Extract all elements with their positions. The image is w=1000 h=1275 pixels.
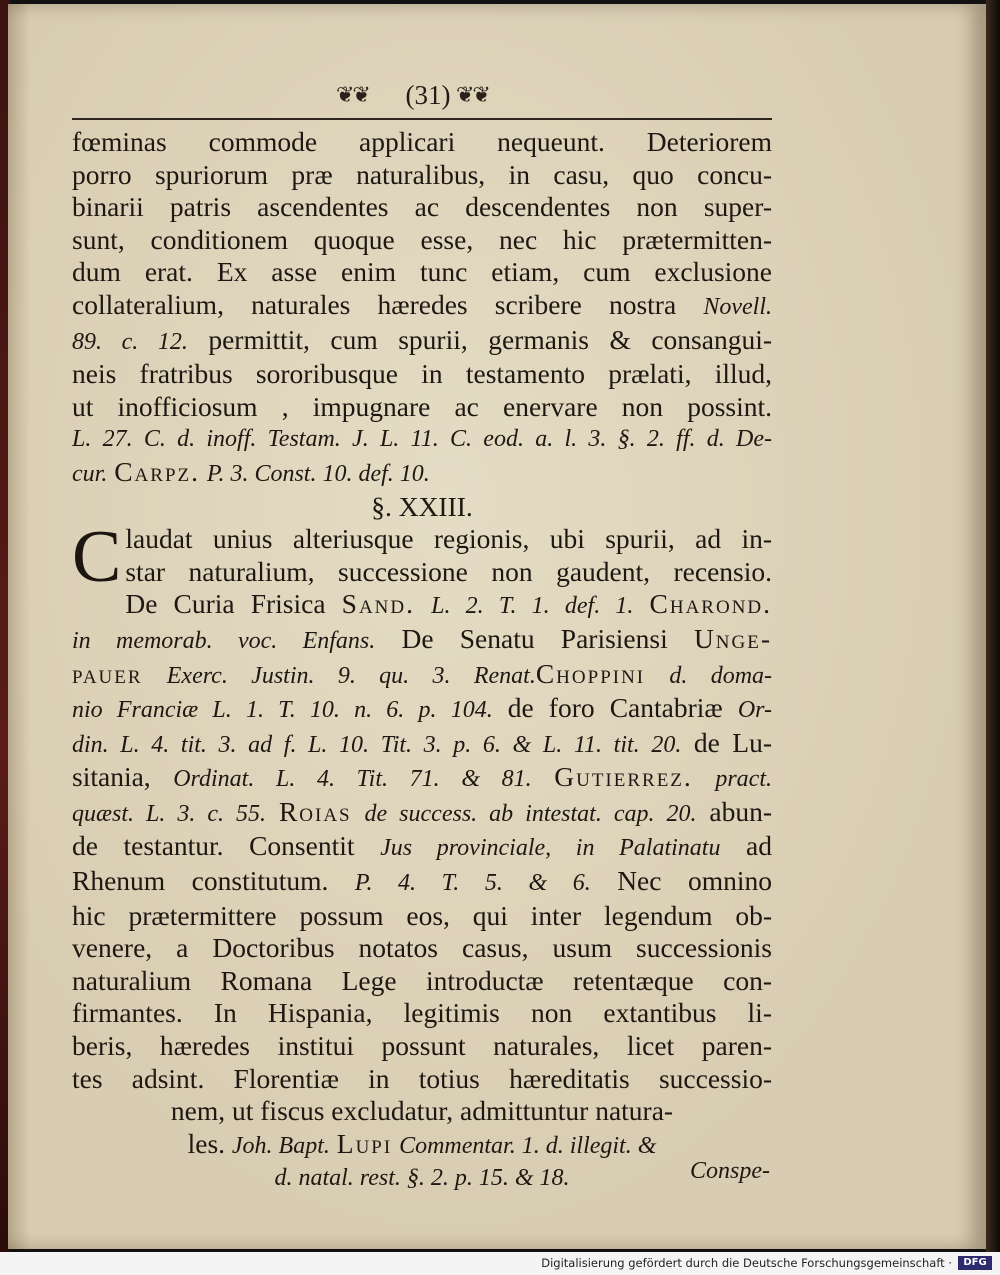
text-line: dum erat. Ex asse enim tunc etiam, cum exclusione [72,256,772,288]
author-name: Carpz. [114,455,201,487]
text-line: nem, ut fiscus excludatur, admittuntur natura- [170,1095,674,1127]
citation: Ordinat. L. 4. Tit. 71. & 81. [173,766,532,793]
text-line [72,456,772,491]
author-name: Lupi [336,1127,393,1159]
text-line: binarii patris ascendentes ac descendentes non super- [72,191,772,223]
header-ornament-left: ❦❦ [336,82,369,107]
text-run: Rhenum constitutum. [72,865,355,897]
text-line: sunt, conditionem quoque esse, nec hic prætermitten- [72,223,772,255]
citation: Jus provinciale, in Palatinatu [380,835,721,862]
text-line [72,865,772,900]
citation: Exerc. Justin. 9. qu. 3. Renat. [166,662,536,689]
text-line [72,658,772,693]
text-line: laudat unius alteriusque regionis, ubi spurii, ad in- [125,523,772,555]
text-line: hic prætermittere possum eos, qui inter legendum ob- [72,899,772,931]
main-text [72,126,772,1195]
citation: in memorab. voc. Enfans. [72,627,376,654]
citation-line: L. 27. C. d. inoff. Testam. J. L. 11. C. eod. a. l. 3. §. 2. ff. d. De- [72,426,772,453]
text-line: beris, hæredes institui possunt naturales, licet paren- [72,1030,772,1062]
text-run: collateralium, naturales hæredes scribere nostra [72,288,677,320]
author-name: pauer [72,657,143,689]
text-run: de testantur. Consentit [72,830,381,862]
text-line [72,692,772,727]
page-header [280,76,780,116]
text-run: permittit, cum spurii, germanis & consangui- [187,323,773,355]
citation: Or- [737,697,772,724]
author-name: Roias [278,795,352,827]
text-run: abun- [696,795,772,827]
text-line [72,830,772,865]
citation: Novell. [703,293,772,320]
citation: P. 4. T. 5. & 6. [354,870,591,897]
drop-cap: C [72,516,122,599]
text-line [72,324,772,359]
text-line: naturalium Romana Lege introductæ retentæque con- [72,964,772,996]
author-name: Unge- [693,622,773,654]
text-run: ad [720,830,772,862]
text-line: ut inofficiosum , impugnare ac enervare non possint. [72,390,772,422]
dfg-logo: DFG [958,1256,992,1270]
text-run: de foro Cantabriæ [492,692,738,724]
citation: quæst. L. 3. c. 55. [72,800,267,827]
header-ornament-right: ❦❦ [456,82,489,107]
text-line [72,727,772,762]
author-name: Choppini [535,657,646,689]
text-run: de Lu- [681,726,772,758]
text-run: Nec omnino [590,865,772,897]
author-name: Sand. [341,588,415,620]
page-number: (31) [405,80,451,110]
citation: cur. [72,460,108,487]
text-line [72,588,772,623]
text-line: firmantes. In Hispania, legitimis non extantibus li- [72,997,772,1029]
citation: pract. [715,766,773,793]
header-rule [72,118,772,120]
text-line: tes adsint. Florentiæ in totius hæreditatis successio- [72,1062,772,1094]
author-name: Gutierrez. [554,761,693,793]
text-run: sitania, [72,761,174,793]
text-line: venere, a Doctoribus notatos casus, usum successionis [72,932,772,964]
citation: 89. c. 12. [72,328,188,355]
footer-bar [0,1252,1000,1275]
text-run: les. [187,1127,232,1159]
text-line [72,1128,772,1163]
book-right-edge [986,0,1000,1252]
text-line: star naturalium, successione non gaudent, recensio. [125,555,772,587]
text-line: porro spuriorum præ naturalibus, in casu, quo concu- [72,158,772,190]
text-line: fœminas commode applicari nequeunt. Deteriorem [72,126,772,157]
text-line: neis fratribus sororibusque in testamento prælati, illud, [72,358,772,390]
citation: P. 3. Const. 10. def. 10. [206,460,430,487]
author-name: Charond. [649,588,773,620]
section-heading: §. XXIII. [371,490,473,522]
text-run: De Curia Frisica [125,588,326,620]
citation: nio Franciæ L. 1. T. 10. n. 6. p. 104. [72,697,493,724]
text-line [72,623,772,658]
text-line [72,761,772,796]
citation: din. L. 4. tit. 3. ad f. L. 10. Tit. 3. p. 6. & L. 11. tit. 20. [72,731,682,758]
funding-notice: Digitalisierung gefördert durch die Deutsche Forschungsgemeinschaft · [541,1256,952,1270]
citation: Joh. Bapt. [231,1132,330,1159]
catchword: Conspe- [690,1158,770,1184]
text-run: De Senatu Parisiensi [375,622,694,654]
citation: Commentar. 1. d. illegit. & [399,1132,657,1159]
citation: d. doma- [669,662,773,689]
citation: L. 2. T. 1. def. 1. [431,593,634,620]
citation-line: d. natal. rest. §. 2. p. 15. & 18. [274,1165,570,1192]
citation: de success. ab intestat. cap. 20. [364,800,697,827]
text-line [72,289,772,324]
text-line [72,796,772,831]
